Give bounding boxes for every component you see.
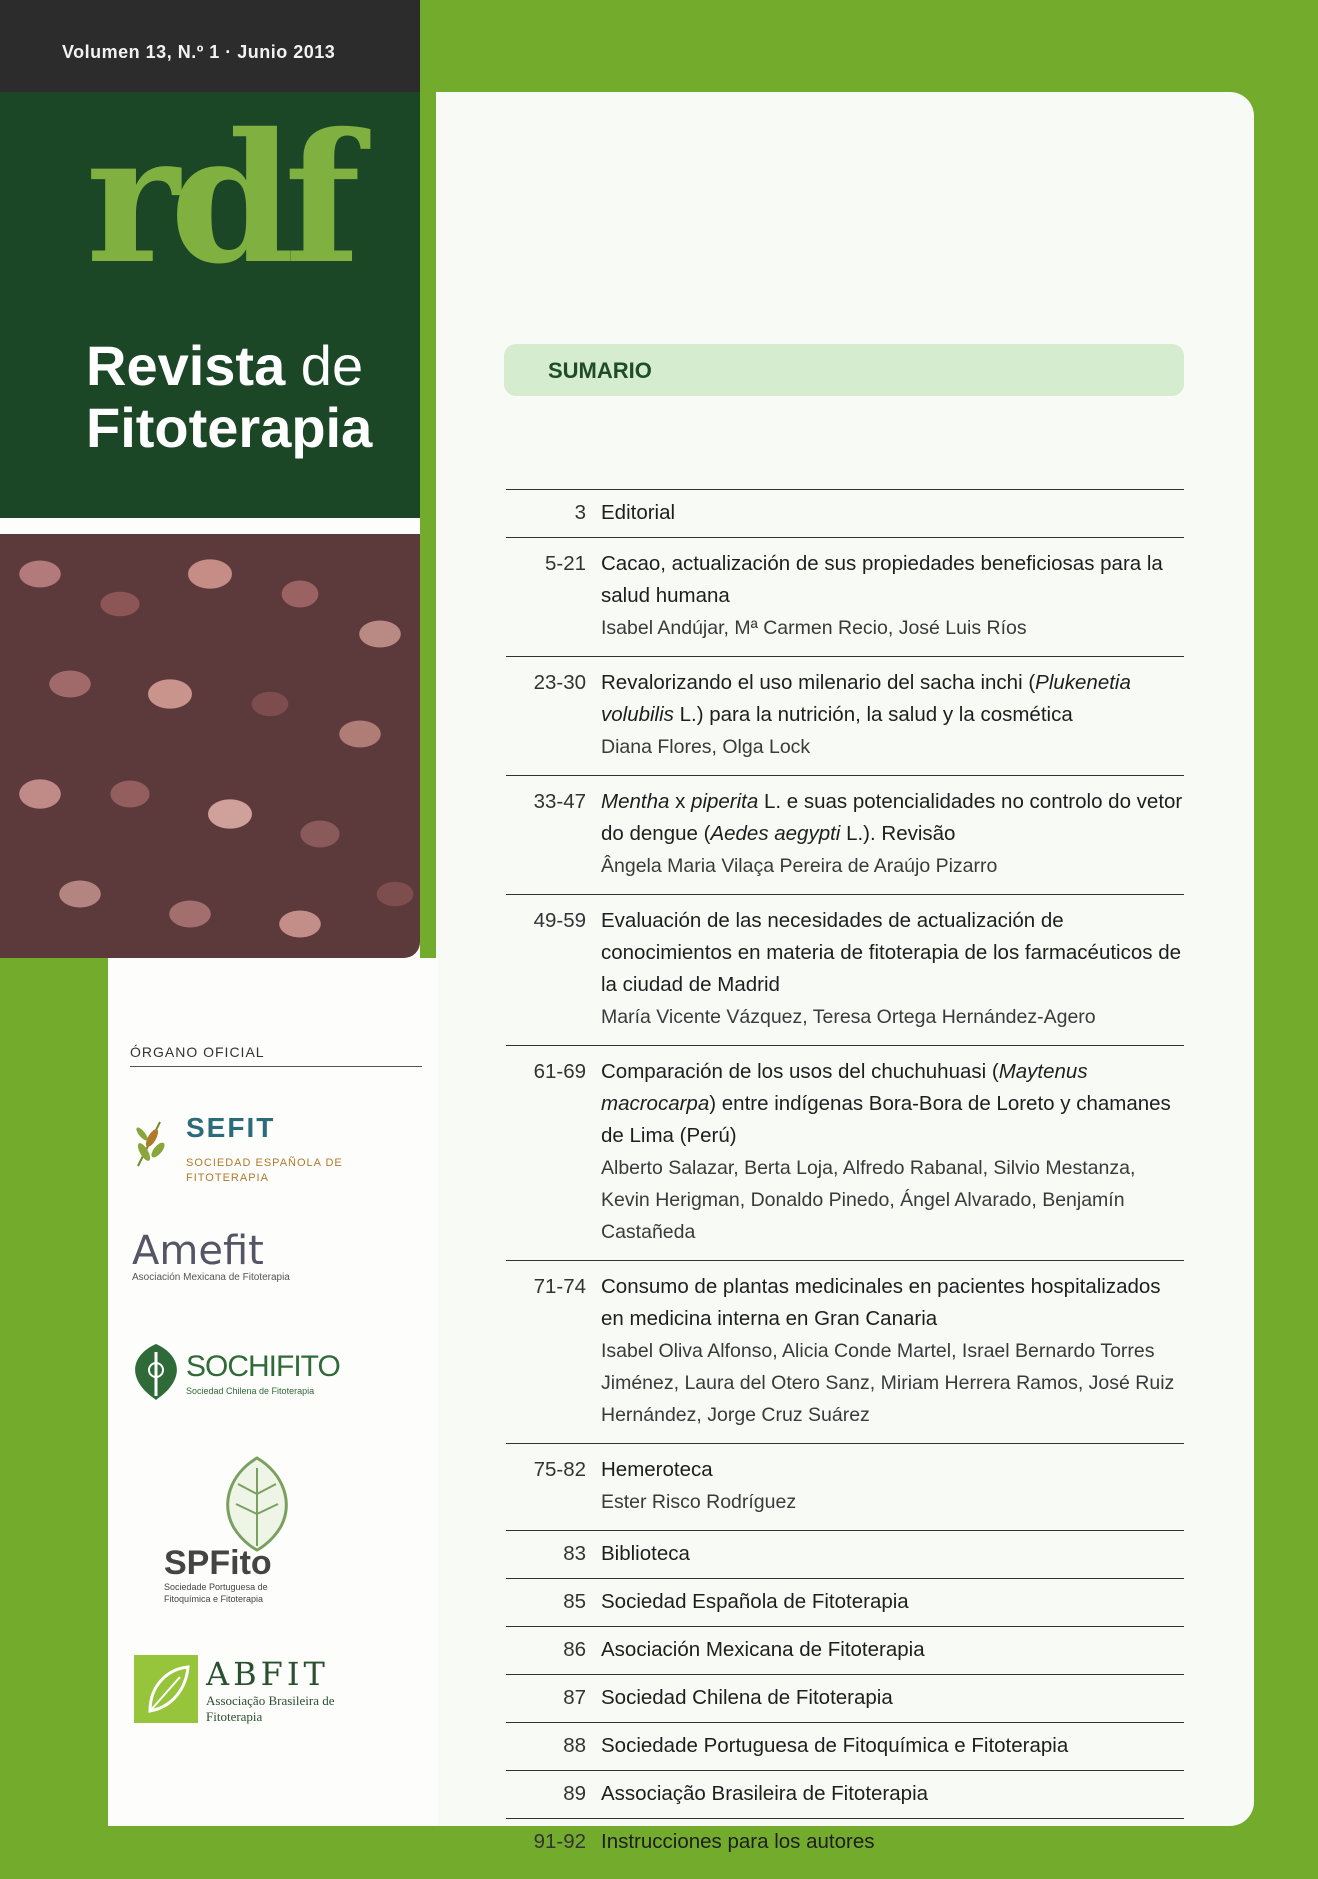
spfito-name: SPFito	[164, 1544, 272, 1582]
toc-title-species: Plukenetia volubilis	[601, 671, 1131, 726]
toc-title	[601, 786, 1184, 850]
toc-pages: 87	[563, 1686, 586, 1709]
toc-title-part: L. e suas potencialidades no controlo do vetor do dengue (	[601, 790, 1183, 845]
toc-pages: 33-47	[533, 790, 586, 813]
toc-pages: 86	[563, 1638, 586, 1661]
toc-entry[interactable]	[506, 1819, 1184, 1866]
toc-pages: 85	[563, 1590, 586, 1613]
toc-title	[601, 1056, 1184, 1152]
spfito-subtitle: Sociedade Portuguesa de Fitoquímica e Fitoterapia	[164, 1582, 268, 1604]
abfit-name: ABFIT	[206, 1655, 329, 1693]
cacao-beans-photo	[0, 534, 420, 958]
toc-pages: 3	[574, 501, 586, 524]
toc-entry[interactable]	[506, 1444, 1184, 1531]
toc-pages: 49-59	[533, 909, 586, 932]
toc-pages: 23-30	[533, 671, 586, 694]
toc-authors: Diana Flores, Olga Lock	[601, 736, 811, 758]
toc-title-part: Revalorizando el uso milenario del sacha inchi (	[601, 671, 1036, 694]
toc-entry[interactable]	[506, 1723, 1184, 1771]
table-of-contents	[506, 489, 1184, 1866]
journal-logo: rdf	[86, 94, 351, 303]
amefit-subtitle: Asociación Mexicana de Fitoterapia	[132, 1272, 290, 1283]
toc-entry[interactable]	[506, 1771, 1184, 1819]
sumario-label: SUMARIO	[548, 358, 652, 383]
toc-pages: 91-92	[533, 1830, 586, 1853]
toc-authors: Isabel Andújar, Mª Carmen Recio, José Luis Ríos	[601, 617, 1027, 639]
title-word-revista: Revista	[86, 334, 286, 397]
abfit-leaf-icon	[134, 1655, 198, 1723]
toc-pages: 75-82	[533, 1458, 586, 1481]
toc-title-part: x	[669, 790, 692, 813]
toc-title: Associação Brasileira de Fitoterapia	[601, 1782, 929, 1805]
toc-title: Evaluación de las necesidades de actualización de conocimientos en materia de fitoterapia de los farmacéuticos de la ciudad de Madrid	[601, 909, 1182, 996]
toc-pages: 61-69	[533, 1060, 586, 1083]
journal-title	[86, 335, 372, 458]
toc-title: Sociedad Chilena de Fitoterapia	[601, 1686, 893, 1709]
volume-info: Volumen 13, N.º 1 · Junio 2013	[62, 42, 336, 62]
toc-entry[interactable]	[506, 1579, 1184, 1627]
toc-entry[interactable]	[506, 538, 1184, 657]
spfito-logo	[164, 1454, 324, 1614]
sochifito-name: SOCHIFITO	[186, 1350, 340, 1383]
toc-title: Sociedade Portuguesa de Fitoquímica e Fitoterapia	[601, 1734, 1069, 1757]
toc-pages: 83	[563, 1542, 586, 1565]
sumario-header	[504, 344, 1184, 396]
toc-entry[interactable]	[506, 1531, 1184, 1579]
title-word-fitoterapia: Fitoterapia	[86, 395, 373, 459]
toc-title: Hemeroteca	[601, 1458, 713, 1481]
toc-title: Asociación Mexicana de Fitoterapia	[601, 1638, 925, 1661]
toc-entry[interactable]	[506, 776, 1184, 895]
toc-title-species: Aedes aegypti	[710, 822, 841, 845]
toc-entry[interactable]	[506, 490, 1184, 538]
olive-branch-icon	[130, 1116, 174, 1168]
green-frame-left	[0, 958, 108, 1826]
sefit-name: SEFIT	[186, 1112, 276, 1143]
toc-title	[601, 667, 1184, 731]
amefit-name: Amefit	[132, 1228, 264, 1274]
toc-entry[interactable]	[506, 657, 1184, 776]
toc-authors: Isabel Oliva Alfonso, Alicia Conde Martel, Israel Bernardo Torres Jiménez, Laura del Otero Sanz, Miriam Herrera Ramos, José Ruiz Hernández, Jorge Cruz Suárez	[601, 1340, 1175, 1426]
sefit-subtitle: SOCIEDAD ESPAÑOLA DE FITOTERAPIA	[186, 1157, 343, 1185]
toc-title: Cacao, actualización de sus propiedades beneficiosas para la salud humana	[601, 552, 1163, 607]
toc-title: Consumo de plantas medicinales en pacientes hospitalizados en medicina interna en Gran Canaria	[601, 1275, 1161, 1330]
organo-oficial-label: ÓRGANO OFICIAL	[130, 1044, 422, 1067]
grape-leaf-icon	[128, 1340, 184, 1402]
toc-title: Biblioteca	[601, 1542, 690, 1565]
toc-title: Instrucciones para los autores	[601, 1830, 875, 1853]
toc-authors: Ângela Maria Vilaça Pereira de Araújo Pizarro	[601, 855, 998, 877]
toc-title: Editorial	[601, 501, 676, 524]
toc-entry[interactable]	[506, 895, 1184, 1046]
toc-entry[interactable]	[506, 1261, 1184, 1444]
toc-title-species: Mentha	[601, 790, 670, 813]
abfit-subtitle: Associação Brasileira de Fitoterapia	[206, 1693, 335, 1724]
amefit-logo	[132, 1228, 290, 1283]
toc-title-part: L.). Revisão	[840, 822, 956, 845]
toc-authors: Ester Risco Rodríguez	[601, 1491, 797, 1513]
toc-title-species: Maytenus macrocarpa	[601, 1060, 1088, 1115]
title-word-de: de	[300, 334, 364, 397]
toc-authors: María Vicente Vázquez, Teresa Ortega Hernández-Agero	[601, 1006, 1096, 1028]
toc-title-species: piperita	[691, 790, 759, 813]
toc-title-part: Comparación de los usos del chuchuhuasi (	[601, 1060, 999, 1083]
toc-title-part: L.) para la nutrición, la salud y la cosmética	[673, 703, 1073, 726]
toc-title-part: ) entre indígenas Bora-Bora de Loreto y chamanes de Lima (Perú)	[601, 1092, 1171, 1147]
sochifito-subtitle: Sociedad Chilena de Fitoterapia	[186, 1386, 315, 1396]
toc-authors: Alberto Salazar, Berta Loja, Alfredo Rabanal, Silvio Mestanza, Kevin Herigman, Donaldo Pinedo, Ángel Alvarado, Benjamín Castañeda	[601, 1157, 1136, 1243]
toc-entry[interactable]	[506, 1046, 1184, 1261]
toc-entry[interactable]	[506, 1675, 1184, 1723]
toc-entry[interactable]	[506, 1627, 1184, 1675]
toc-pages: 71-74	[533, 1275, 586, 1298]
toc-title: Sociedad Española de Fitoterapia	[601, 1590, 909, 1613]
toc-pages: 88	[563, 1734, 586, 1757]
toc-pages: 5-21	[544, 552, 586, 575]
toc-pages: 89	[563, 1782, 586, 1805]
leaf-icon	[212, 1454, 302, 1554]
